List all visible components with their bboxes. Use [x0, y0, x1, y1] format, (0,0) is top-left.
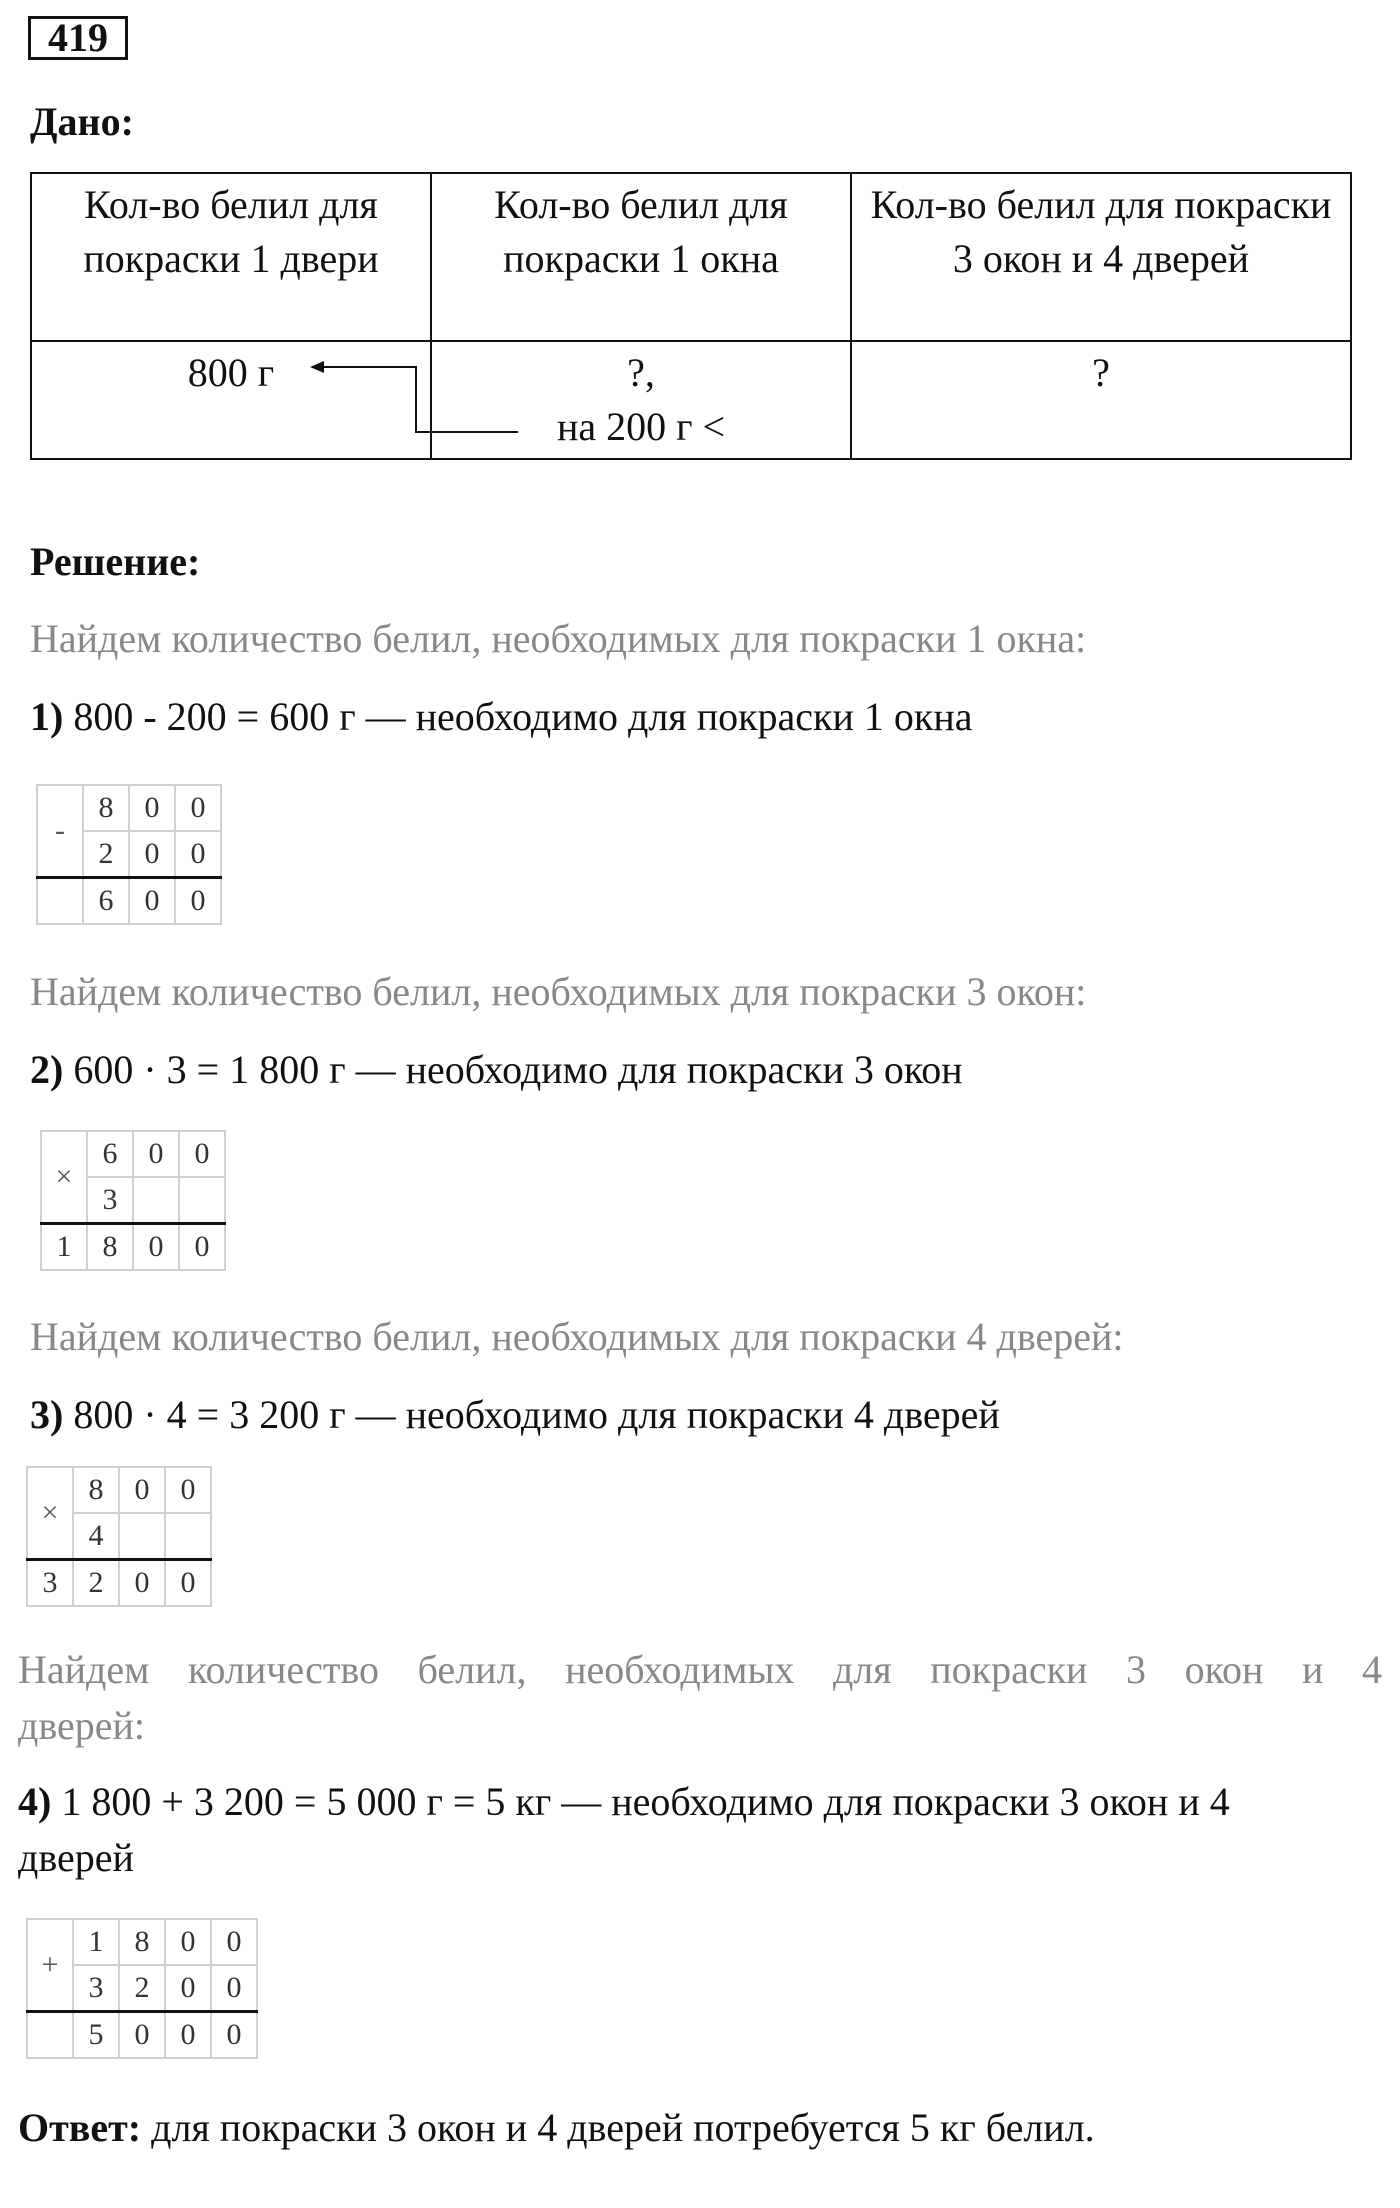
step2-text: 600 · 3 = 1 800 г — необходимо для покраски 3 окон	[63, 1047, 963, 1092]
calc-cell: 5	[73, 2012, 119, 2059]
calc-cell: 8	[119, 1919, 165, 1965]
calc-cell: 0	[165, 1467, 211, 1513]
calc-cell	[165, 1513, 211, 1560]
step2-line	[30, 1046, 963, 1093]
window-question: ?,	[627, 350, 655, 395]
calc-cell: 0	[133, 1131, 179, 1177]
relation-arrow	[300, 350, 530, 450]
calc4-sign: +	[27, 1919, 73, 2012]
calc-cell: 0	[179, 1131, 225, 1177]
calc-cell	[37, 878, 83, 925]
task-number: 419	[28, 16, 128, 60]
step4-text-line2: дверей	[18, 1835, 134, 1880]
calc-cell: 0	[119, 1467, 165, 1513]
calc-cell: 0	[119, 1560, 165, 1607]
calc-cell: 0	[129, 878, 175, 925]
calc-cell: 3	[27, 1560, 73, 1607]
calc-cell: 0	[165, 1560, 211, 1607]
window-relation: на 200 г <	[556, 404, 726, 449]
calc-cell: 6	[83, 878, 129, 925]
calc-cell: 8	[87, 1224, 133, 1271]
calc1-sign: -	[37, 785, 83, 878]
calc-cell: 1	[73, 1919, 119, 1965]
calc-cell: 0	[175, 878, 221, 925]
calc-cell	[119, 1513, 165, 1560]
step4-number: 4)	[18, 1779, 52, 1824]
door-value: 800 г	[187, 350, 275, 395]
calc-multiplication-1	[40, 1130, 226, 1271]
given-table	[30, 172, 1352, 460]
step2-hint: Найдем количество белил, необходимых для покраски 3 окон:	[30, 969, 1087, 1014]
header-total: Кол-во белил для покраски 3 окон и 4 дверей	[851, 173, 1351, 341]
calc-cell: 2	[83, 831, 129, 878]
calc-cell: 4	[73, 1513, 119, 1560]
calc-cell: 0	[211, 1965, 257, 2012]
calc-cell: 0	[129, 831, 175, 878]
calc-cell: 0	[211, 2012, 257, 2059]
calc-addition	[26, 1918, 258, 2059]
calc-multiplication-2	[26, 1466, 212, 1607]
calc-cell: 0	[129, 785, 175, 831]
step3-hint: Найдем количество белил, необходимых для покраски 4 дверей:	[30, 1314, 1124, 1359]
step3-text: 800 · 4 = 3 200 г — необходимо для покраски 4 дверей	[63, 1392, 1000, 1437]
calc-cell: 2	[119, 1965, 165, 2012]
calc-cell: 0	[179, 1224, 225, 1271]
total-value: ?	[1092, 350, 1110, 395]
step1-line	[30, 693, 973, 740]
calc-cell: 6	[87, 1131, 133, 1177]
calc-cell: 1	[41, 1224, 87, 1271]
calc-cell: 0	[133, 1224, 179, 1271]
answer-label: Ответ:	[18, 2105, 142, 2150]
calc-cell: 0	[175, 831, 221, 878]
calc3-sign: ×	[27, 1467, 73, 1560]
step3-number: 3)	[30, 1392, 64, 1437]
calc2-sign: ×	[41, 1131, 87, 1224]
calc-cell: 0	[165, 1965, 211, 2012]
calc-cell: 8	[73, 1467, 119, 1513]
calc-cell	[27, 2012, 73, 2059]
step4-line1	[18, 1778, 1230, 1825]
given-heading: Дано:	[30, 99, 134, 144]
calc-cell: 0	[119, 2012, 165, 2059]
calc-cell: 0	[175, 785, 221, 831]
calc-cell: 0	[211, 1919, 257, 1965]
calc-cell: 0	[165, 1919, 211, 1965]
solution-heading: Решение:	[30, 539, 201, 584]
step1-text: 800 - 200 = 600 г — необходимо для покраски 1 окна	[63, 694, 973, 739]
step2-number: 2)	[30, 1047, 64, 1092]
header-door: Кол-во белил для покраски 1 двери	[31, 173, 431, 341]
calc-cell: 8	[83, 785, 129, 831]
step3-line	[30, 1391, 1000, 1438]
step1-number: 1)	[30, 694, 64, 739]
calc-cell: 3	[87, 1177, 133, 1224]
header-window: Кол-во белил для покраски 1 окна	[431, 173, 851, 341]
answer-line	[18, 2104, 1095, 2151]
answer-text: для покраски 3 окон и 4 дверей потребуется 5 кг белил.	[141, 2105, 1095, 2150]
step1-hint: Найдем количество белил, необходимых для покраски 1 окна:	[30, 616, 1087, 661]
calc-cell: 0	[165, 2012, 211, 2059]
calc-subtraction	[36, 784, 222, 925]
step4-hint-line1: Найдем количество белил, необходимых для покраски 3 окон и 4	[18, 1647, 1382, 1692]
calc-cell: 3	[73, 1965, 119, 2012]
calc-cell	[179, 1177, 225, 1224]
step4-text-line1: 1 800 + 3 200 = 5 000 г = 5 кг — необходимо для покраски 3 окон и 4	[51, 1779, 1230, 1824]
calc-cell: 2	[73, 1560, 119, 1607]
cell-total	[851, 341, 1351, 459]
calc-cell	[133, 1177, 179, 1224]
step4-hint-line2: дверей:	[18, 1703, 146, 1748]
